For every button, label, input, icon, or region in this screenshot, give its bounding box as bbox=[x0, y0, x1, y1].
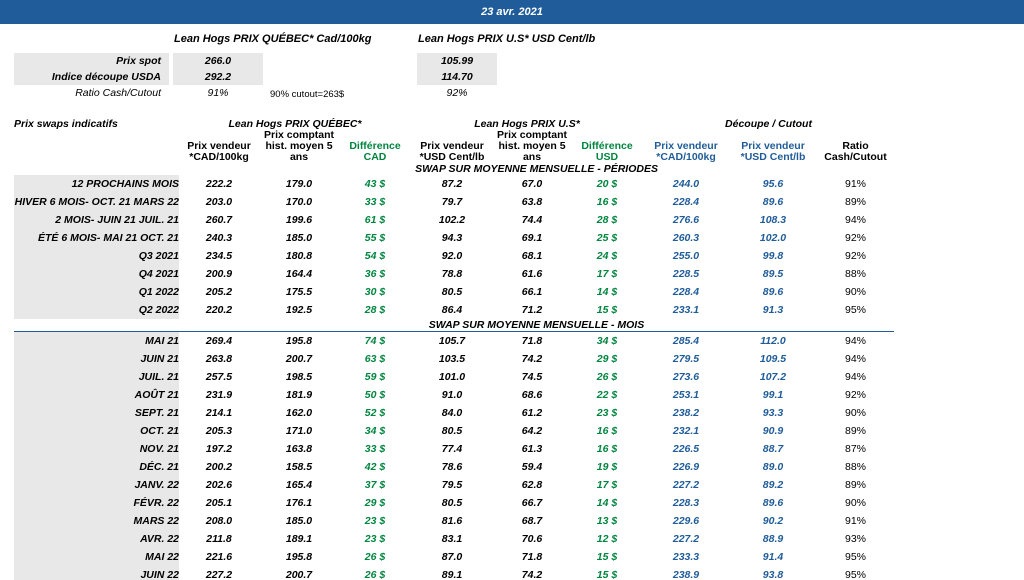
period-cell-us-vendeur: 87.2 bbox=[441, 178, 463, 190]
period-cell-label: Q1 2022 bbox=[14, 283, 179, 301]
month-cell-us-hist: 66.7 bbox=[521, 497, 543, 509]
month-cell-label: MARS 22 bbox=[14, 512, 179, 530]
month-cell-qc-vendeur: 200.2 bbox=[205, 461, 233, 473]
month-cell-qc-vendeur: 205.1 bbox=[205, 497, 233, 509]
period-cell-qc-vendeur: 234.5 bbox=[205, 250, 233, 262]
period-cell-diff-cad: 43 $ bbox=[364, 178, 386, 190]
month-cell-ratio: 89% bbox=[845, 425, 867, 437]
period-cell-label: Q4 2021 bbox=[14, 265, 179, 283]
band-row-periods bbox=[14, 163, 894, 175]
month-cell-diff-usd: 16 $ bbox=[596, 425, 618, 437]
month-cell-us-vendeur: 84.0 bbox=[441, 407, 463, 419]
table-row bbox=[14, 247, 894, 265]
period-cell-cut-cad: 244.0 bbox=[672, 178, 700, 190]
period-cell-diff-cad: 55 $ bbox=[364, 232, 386, 244]
period-cell-cut-cad: 228.5 bbox=[672, 268, 700, 280]
month-cell-cut-cad: 229.6 bbox=[672, 515, 700, 527]
period-cell-diff-usd: 25 $ bbox=[596, 232, 618, 244]
month-cell-qc-vendeur: 205.3 bbox=[205, 425, 233, 437]
period-cell-cut-usd: 102.0 bbox=[759, 232, 787, 244]
month-cell-diff-usd: 22 $ bbox=[596, 389, 618, 401]
month-cell-us-vendeur: 91.0 bbox=[441, 389, 463, 401]
col-header-us-vendeur: Prix vendeur *USD Cent/lb bbox=[419, 140, 485, 163]
month-cell-cut-cad: 228.3 bbox=[672, 497, 700, 509]
period-cell-qc-vendeur: 200.9 bbox=[205, 268, 233, 280]
period-cell-ratio: 90% bbox=[845, 286, 867, 298]
month-cell-cut-cad: 253.1 bbox=[672, 389, 700, 401]
month-cell-qc-hist: 165.4 bbox=[285, 479, 313, 491]
period-cell-us-vendeur: 86.4 bbox=[441, 304, 463, 316]
month-cell-us-hist: 70.6 bbox=[521, 533, 543, 545]
month-cell-us-hist: 68.7 bbox=[521, 515, 543, 527]
month-cell-ratio: 88% bbox=[845, 461, 867, 473]
month-cell-diff-usd: 12 $ bbox=[596, 533, 618, 545]
month-cell-ratio: 90% bbox=[845, 407, 867, 419]
month-cell-cut-usd: 99.1 bbox=[762, 389, 784, 401]
swap-price-table bbox=[14, 118, 894, 580]
month-cell-qc-hist: 200.7 bbox=[285, 569, 313, 580]
month-cell-qc-vendeur: 269.4 bbox=[205, 335, 233, 347]
band-label-months: SWAP SUR MOYENNE MENSUELLE - MOIS bbox=[179, 319, 894, 332]
table-row bbox=[14, 566, 894, 580]
period-cell-qc-hist: 192.5 bbox=[285, 304, 313, 316]
period-cell-us-hist: 68.1 bbox=[521, 250, 543, 262]
col-header-us-hist: Prix comptant hist. moyen 5 ans bbox=[496, 129, 567, 163]
summary-value-spot-qc: 266.0 bbox=[173, 53, 263, 69]
month-cell-diff-usd: 15 $ bbox=[596, 569, 618, 580]
month-cell-cut-usd: 91.4 bbox=[762, 551, 784, 563]
table-row bbox=[14, 494, 894, 512]
period-cell-label: Q2 2022 bbox=[14, 301, 179, 319]
table-row bbox=[14, 404, 894, 422]
period-cell-qc-vendeur: 220.2 bbox=[205, 304, 233, 316]
month-cell-us-vendeur: 83.1 bbox=[441, 533, 463, 545]
month-cell-us-hist: 59.4 bbox=[521, 461, 543, 473]
month-cell-diff-cad: 74 $ bbox=[364, 335, 386, 347]
period-cell-label: Q3 2021 bbox=[14, 247, 179, 265]
month-cell-us-vendeur: 103.5 bbox=[438, 353, 466, 365]
period-cell-diff-cad: 28 $ bbox=[364, 304, 386, 316]
period-cell-us-hist: 61.6 bbox=[521, 268, 543, 280]
month-cell-us-hist: 61.3 bbox=[521, 443, 543, 455]
month-cell-label: MAI 21 bbox=[14, 332, 179, 351]
period-cell-qc-hist: 199.6 bbox=[285, 214, 313, 226]
month-cell-ratio: 92% bbox=[845, 389, 867, 401]
summary-value-usda-us: 114.70 bbox=[417, 69, 497, 85]
period-cell-cut-cad: 255.0 bbox=[672, 250, 700, 262]
months-rows bbox=[14, 332, 894, 580]
period-cell-qc-hist: 175.5 bbox=[285, 286, 313, 298]
month-cell-us-vendeur: 87.0 bbox=[441, 551, 463, 563]
month-cell-qc-vendeur: 211.8 bbox=[206, 533, 232, 545]
period-cell-us-hist: 67.0 bbox=[521, 178, 543, 190]
col-header-cut-cad: Prix vendeur *CAD/100kg bbox=[654, 140, 718, 163]
month-cell-us-vendeur: 80.5 bbox=[441, 425, 463, 437]
month-cell-qc-vendeur: 197.2 bbox=[205, 443, 233, 455]
month-cell-us-vendeur: 89.1 bbox=[441, 569, 463, 580]
period-cell-diff-usd: 15 $ bbox=[596, 304, 618, 316]
table-row bbox=[14, 229, 894, 247]
summary-row-ratio bbox=[14, 85, 714, 101]
period-cell-qc-hist: 179.0 bbox=[285, 178, 313, 190]
period-cell-diff-cad: 36 $ bbox=[364, 268, 386, 280]
period-cell-cut-usd: 89.6 bbox=[762, 286, 784, 298]
month-cell-us-vendeur: 105.7 bbox=[438, 335, 466, 347]
month-cell-cut-usd: 109.5 bbox=[759, 353, 787, 365]
period-cell-ratio: 89% bbox=[845, 196, 867, 208]
table-row bbox=[14, 458, 894, 476]
month-cell-cut-usd: 93.3 bbox=[762, 407, 784, 419]
summary-value-spot-us: 105.99 bbox=[417, 53, 497, 69]
summary-label-ratio: Ratio Cash/Cutout bbox=[75, 87, 161, 99]
summary-title-us: Lean Hogs PRIX U.S* USD Cent/lb bbox=[418, 33, 596, 45]
month-cell-cut-usd: 89.6 bbox=[762, 497, 784, 509]
period-cell-cut-cad: 260.3 bbox=[672, 232, 700, 244]
col-header-blank bbox=[14, 130, 179, 163]
period-cell-us-vendeur: 78.8 bbox=[441, 268, 463, 280]
period-cell-diff-usd: 20 $ bbox=[596, 178, 618, 190]
summary-value-usda-qc: 292.2 bbox=[173, 69, 263, 85]
table-row bbox=[14, 512, 894, 530]
month-cell-diff-cad: 42 $ bbox=[364, 461, 386, 473]
month-cell-label: JANV. 22 bbox=[14, 476, 179, 494]
month-cell-qc-hist: 163.8 bbox=[285, 443, 313, 455]
period-cell-qc-vendeur: 222.2 bbox=[205, 178, 233, 190]
period-cell-diff-usd: 24 $ bbox=[596, 250, 618, 262]
month-cell-cut-cad: 227.2 bbox=[672, 479, 700, 491]
month-cell-cut-cad: 232.1 bbox=[672, 425, 700, 437]
month-cell-qc-vendeur: 221.6 bbox=[205, 551, 233, 563]
table-row bbox=[14, 422, 894, 440]
band-label-periods: SWAP SUR MOYENNE MENSUELLE - PÉRIODES bbox=[415, 163, 658, 175]
period-cell-qc-hist: 180.8 bbox=[285, 250, 313, 262]
month-cell-label: AVR. 22 bbox=[14, 530, 179, 548]
month-cell-diff-cad: 33 $ bbox=[364, 443, 386, 455]
month-cell-diff-cad: 59 $ bbox=[364, 371, 386, 383]
month-cell-diff-usd: 23 $ bbox=[596, 407, 618, 419]
period-cell-cut-usd: 95.6 bbox=[762, 178, 784, 190]
section-title: Prix swaps indicatifs bbox=[14, 118, 118, 130]
period-cell-cut-usd: 99.8 bbox=[762, 250, 784, 262]
table-row bbox=[14, 548, 894, 566]
month-cell-us-hist: 64.2 bbox=[521, 425, 543, 437]
period-cell-diff-cad: 30 $ bbox=[364, 286, 386, 298]
month-cell-ratio: 94% bbox=[845, 371, 867, 383]
period-cell-cut-usd: 89.6 bbox=[762, 196, 784, 208]
month-cell-diff-usd: 16 $ bbox=[596, 443, 618, 455]
summary-row-spot bbox=[14, 53, 714, 69]
period-cell-ratio: 92% bbox=[845, 250, 867, 262]
period-cell-label: 2 MOIS- JUIN 21 JUIL. 21 bbox=[14, 211, 179, 229]
period-cell-diff-usd: 17 $ bbox=[596, 268, 618, 280]
month-cell-cut-usd: 89.2 bbox=[762, 479, 784, 491]
month-cell-label: JUIN 22 bbox=[14, 566, 179, 580]
table-row bbox=[14, 283, 894, 301]
period-cell-diff-cad: 54 $ bbox=[364, 250, 386, 262]
month-cell-ratio: 89% bbox=[845, 479, 867, 491]
month-cell-diff-cad: 29 $ bbox=[364, 497, 386, 509]
report-date: 23 avr. 2021 bbox=[481, 6, 543, 18]
month-cell-cut-cad: 238.2 bbox=[672, 407, 700, 419]
month-cell-qc-hist: 171.0 bbox=[285, 425, 313, 437]
period-cell-qc-vendeur: 203.0 bbox=[205, 196, 233, 208]
cutout-note: 90% cutout=263$ bbox=[270, 89, 345, 100]
month-cell-ratio: 94% bbox=[845, 335, 867, 347]
col-header-diff-cad: Différence CAD bbox=[349, 140, 401, 163]
month-cell-qc-hist: 162.0 bbox=[285, 407, 313, 419]
period-cell-cut-usd: 108.3 bbox=[759, 214, 787, 226]
period-cell-cut-usd: 91.3 bbox=[762, 304, 784, 316]
month-cell-us-hist: 62.8 bbox=[521, 479, 543, 491]
month-cell-diff-usd: 19 $ bbox=[596, 461, 618, 473]
summary-title-quebec: Lean Hogs PRIX QUÉBEC* Cad/100kg bbox=[174, 33, 372, 45]
month-cell-qc-hist: 195.8 bbox=[285, 335, 313, 347]
period-cell-qc-hist: 170.0 bbox=[285, 196, 313, 208]
period-cell-diff-usd: 14 $ bbox=[596, 286, 618, 298]
period-cell-us-vendeur: 92.0 bbox=[441, 250, 463, 262]
month-cell-label: OCT. 21 bbox=[14, 422, 179, 440]
table-row bbox=[14, 265, 894, 283]
month-cell-label: SEPT. 21 bbox=[14, 404, 179, 422]
period-cell-us-hist: 71.2 bbox=[521, 304, 543, 316]
month-cell-label: MAI 22 bbox=[14, 548, 179, 566]
summary-titles bbox=[14, 33, 714, 49]
month-cell-us-hist: 74.5 bbox=[521, 371, 543, 383]
table-row bbox=[14, 193, 894, 211]
month-cell-qc-vendeur: 227.2 bbox=[205, 569, 233, 580]
month-cell-label: FÉVR. 22 bbox=[14, 494, 179, 512]
month-cell-cut-usd: 89.0 bbox=[762, 461, 784, 473]
month-cell-cut-cad: 227.2 bbox=[672, 533, 700, 545]
month-cell-us-hist: 74.2 bbox=[521, 353, 543, 365]
period-cell-qc-hist: 185.0 bbox=[285, 232, 313, 244]
period-cell-ratio: 95% bbox=[845, 304, 867, 316]
period-cell-us-hist: 69.1 bbox=[521, 232, 543, 244]
month-cell-us-hist: 71.8 bbox=[521, 335, 543, 347]
period-cell-cut-cad: 233.1 bbox=[672, 304, 700, 316]
col-header-qc-vendeur: Prix vendeur *CAD/100kg bbox=[187, 140, 251, 163]
month-cell-ratio: 91% bbox=[845, 515, 867, 527]
month-cell-qc-vendeur: 202.6 bbox=[205, 479, 233, 491]
group-title-us: Lean Hogs PRIX U.S* bbox=[474, 118, 580, 130]
month-cell-qc-vendeur: 214.1 bbox=[205, 407, 233, 419]
month-cell-qc-hist: 195.8 bbox=[285, 551, 313, 563]
month-cell-qc-vendeur: 263.8 bbox=[205, 353, 233, 365]
month-cell-us-vendeur: 78.6 bbox=[441, 461, 463, 473]
month-cell-diff-cad: 26 $ bbox=[364, 551, 386, 563]
month-cell-diff-cad: 23 $ bbox=[364, 533, 386, 545]
month-cell-qc-vendeur: 231.9 bbox=[205, 389, 233, 401]
summary-value-ratio-qc: 91% bbox=[207, 87, 229, 99]
report-header-bar bbox=[0, 0, 1024, 24]
month-cell-us-vendeur: 101.0 bbox=[438, 371, 466, 383]
month-cell-diff-cad: 63 $ bbox=[364, 353, 386, 365]
summary-rows bbox=[14, 53, 714, 101]
col-header-ratio: Ratio Cash/Cutout bbox=[824, 140, 887, 163]
summary-label-usda: Indice découpe USDA bbox=[14, 69, 169, 85]
table-row bbox=[14, 350, 894, 368]
month-cell-diff-usd: 17 $ bbox=[596, 479, 618, 491]
month-cell-diff-usd: 29 $ bbox=[596, 353, 618, 365]
table-row bbox=[14, 368, 894, 386]
month-cell-cut-cad: 279.5 bbox=[672, 353, 700, 365]
month-cell-diff-cad: 52 $ bbox=[364, 407, 386, 419]
period-cell-us-hist: 63.8 bbox=[521, 196, 543, 208]
month-cell-label: NOV. 21 bbox=[14, 440, 179, 458]
group-title-row bbox=[14, 118, 894, 130]
period-cell-ratio: 91% bbox=[845, 178, 867, 190]
month-cell-qc-hist: 185.0 bbox=[285, 515, 313, 527]
period-cell-us-vendeur: 94.3 bbox=[441, 232, 463, 244]
month-cell-qc-vendeur: 208.0 bbox=[205, 515, 233, 527]
month-cell-diff-cad: 26 $ bbox=[364, 569, 386, 580]
month-cell-us-hist: 71.8 bbox=[521, 551, 543, 563]
month-cell-cut-usd: 93.8 bbox=[762, 569, 784, 580]
month-cell-cut-cad: 285.4 bbox=[672, 335, 700, 347]
table-row bbox=[14, 440, 894, 458]
month-cell-us-vendeur: 79.5 bbox=[441, 479, 463, 491]
period-cell-ratio: 92% bbox=[845, 232, 867, 244]
table-row bbox=[14, 476, 894, 494]
summary-label-spot: Prix spot bbox=[14, 53, 169, 69]
period-cell-label: 12 PROCHAINS MOIS bbox=[14, 175, 179, 193]
month-cell-cut-usd: 88.9 bbox=[762, 533, 784, 545]
month-cell-ratio: 95% bbox=[845, 569, 867, 580]
month-cell-cut-usd: 112.0 bbox=[760, 335, 786, 347]
month-cell-diff-usd: 34 $ bbox=[596, 335, 618, 347]
month-cell-qc-hist: 181.9 bbox=[285, 389, 313, 401]
period-cell-us-hist: 66.1 bbox=[521, 286, 543, 298]
period-cell-us-vendeur: 80.5 bbox=[441, 286, 463, 298]
period-cell-us-hist: 74.4 bbox=[521, 214, 543, 226]
month-cell-label: AOÛT 21 bbox=[14, 386, 179, 404]
month-cell-us-vendeur: 77.4 bbox=[441, 443, 463, 455]
month-cell-us-vendeur: 81.6 bbox=[441, 515, 463, 527]
period-cell-us-vendeur: 79.7 bbox=[441, 196, 463, 208]
period-cell-label: ÉTÉ 6 MOIS- MAI 21 OCT. 21 bbox=[14, 229, 179, 247]
month-cell-label: JUIN 21 bbox=[14, 350, 179, 368]
period-cell-us-vendeur: 102.2 bbox=[438, 214, 466, 226]
month-cell-diff-cad: 23 $ bbox=[364, 515, 386, 527]
month-cell-qc-hist: 200.7 bbox=[285, 353, 313, 365]
month-cell-qc-hist: 176.1 bbox=[285, 497, 313, 509]
period-cell-qc-vendeur: 240.3 bbox=[205, 232, 233, 244]
month-cell-ratio: 87% bbox=[845, 443, 867, 455]
month-cell-cut-usd: 90.9 bbox=[762, 425, 784, 437]
period-cell-diff-cad: 61 $ bbox=[364, 214, 386, 226]
period-cell-qc-vendeur: 260.7 bbox=[205, 214, 233, 226]
month-cell-diff-usd: 13 $ bbox=[596, 515, 618, 527]
table-row bbox=[14, 386, 894, 404]
month-cell-diff-cad: 37 $ bbox=[364, 479, 386, 491]
table-row bbox=[14, 211, 894, 229]
month-cell-diff-cad: 50 $ bbox=[364, 389, 386, 401]
group-title-quebec: Lean Hogs PRIX QUÉBEC* bbox=[228, 118, 362, 130]
table-row bbox=[14, 175, 894, 193]
period-cell-diff-usd: 16 $ bbox=[596, 196, 618, 208]
month-cell-ratio: 95% bbox=[845, 551, 867, 563]
period-cell-cut-cad: 228.4 bbox=[672, 196, 700, 208]
month-cell-cut-cad: 226.9 bbox=[672, 461, 700, 473]
period-cell-qc-vendeur: 205.2 bbox=[205, 286, 233, 298]
month-cell-cut-cad: 233.3 bbox=[672, 551, 700, 563]
month-cell-qc-hist: 198.5 bbox=[285, 371, 313, 383]
month-cell-cut-cad: 226.5 bbox=[672, 443, 700, 455]
col-header-diff-usd: Différence USD bbox=[581, 140, 633, 163]
month-cell-ratio: 90% bbox=[845, 497, 867, 509]
col-header-cut-usd: Prix vendeur *USD Cent/lb bbox=[740, 140, 806, 163]
month-cell-ratio: 94% bbox=[845, 353, 867, 365]
month-cell-ratio: 93% bbox=[845, 533, 867, 545]
month-cell-label: JUIL. 21 bbox=[14, 368, 179, 386]
period-cell-ratio: 94% bbox=[845, 214, 867, 226]
month-cell-cut-usd: 88.7 bbox=[762, 443, 784, 455]
month-cell-us-vendeur: 80.5 bbox=[441, 497, 463, 509]
table-row bbox=[14, 332, 894, 351]
month-cell-qc-hist: 189.1 bbox=[285, 533, 313, 545]
periods-rows bbox=[14, 175, 894, 319]
group-title-cutout: Découpe / Cutout bbox=[725, 118, 812, 130]
month-cell-diff-usd: 15 $ bbox=[596, 551, 618, 563]
summary-value-ratio-us: 92% bbox=[446, 87, 468, 99]
month-cell-cut-usd: 107.2 bbox=[759, 371, 787, 383]
period-cell-diff-usd: 28 $ bbox=[596, 214, 618, 226]
col-header-qc-hist: Prix comptant hist. moyen 5 ans bbox=[263, 129, 334, 163]
month-cell-us-hist: 74.2 bbox=[521, 569, 543, 580]
month-cell-diff-usd: 26 $ bbox=[596, 371, 618, 383]
table-row bbox=[14, 301, 894, 319]
month-cell-diff-cad: 34 $ bbox=[364, 425, 386, 437]
month-cell-qc-vendeur: 257.5 bbox=[205, 371, 233, 383]
period-cell-cut-cad: 228.4 bbox=[672, 286, 700, 298]
period-cell-qc-hist: 164.4 bbox=[285, 268, 313, 280]
period-cell-label: HIVER 6 MOIS- OCT. 21 MARS 22 bbox=[14, 193, 179, 211]
month-cell-cut-usd: 90.2 bbox=[762, 515, 784, 527]
month-cell-qc-hist: 158.5 bbox=[285, 461, 313, 473]
table-row bbox=[14, 530, 894, 548]
month-cell-cut-cad: 273.6 bbox=[672, 371, 700, 383]
period-cell-cut-usd: 89.5 bbox=[762, 268, 784, 280]
month-cell-us-hist: 68.6 bbox=[521, 389, 543, 401]
month-cell-label: DÉC. 21 bbox=[14, 458, 179, 476]
period-cell-ratio: 88% bbox=[845, 268, 867, 280]
swap-price-table-container bbox=[14, 118, 1010, 580]
period-cell-diff-cad: 33 $ bbox=[364, 196, 386, 208]
summary-block bbox=[14, 33, 714, 101]
band-row-months bbox=[14, 319, 894, 332]
column-header-row bbox=[14, 130, 894, 163]
month-cell-diff-usd: 14 $ bbox=[596, 497, 618, 509]
month-cell-cut-cad: 238.9 bbox=[672, 569, 700, 580]
month-cell-us-hist: 61.2 bbox=[521, 407, 543, 419]
period-cell-cut-cad: 276.6 bbox=[672, 214, 700, 226]
